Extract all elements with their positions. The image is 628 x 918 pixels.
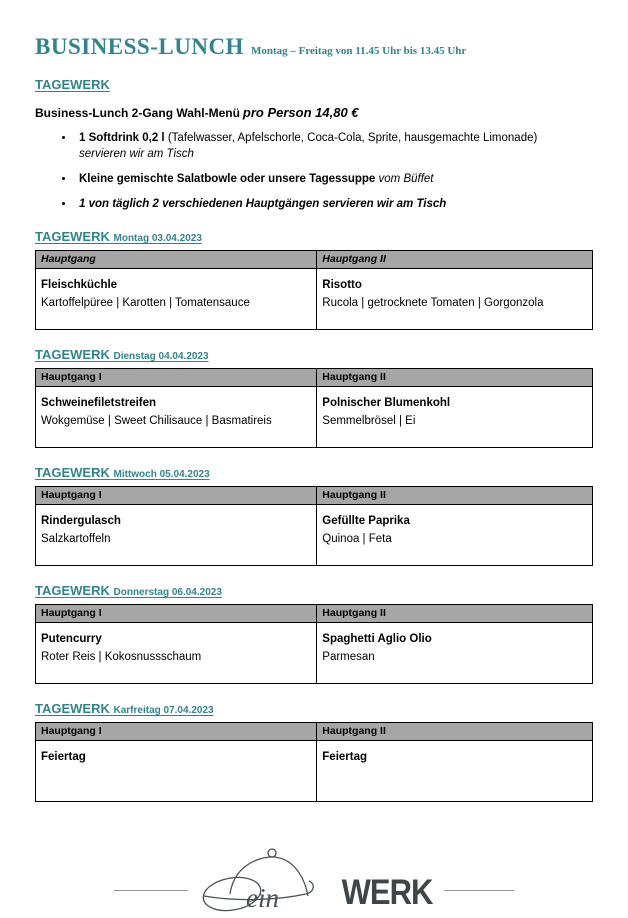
cloche-script-icon: [188, 844, 348, 918]
day-heading-montag: [35, 229, 593, 244]
dish-cell: [36, 387, 317, 448]
day-heading-mittwoch: [35, 465, 593, 480]
day-heading-date: Karfreitag 07.04.2023: [113, 705, 214, 717]
dish-cell: [36, 741, 317, 802]
bullet-salat-bold: Kleine gemischte Salatbowle oder unsere Tagessuppe: [79, 173, 376, 186]
dish-title: Feiertag: [41, 751, 86, 764]
day-heading-date: Donnerstag 06.04.2023: [113, 587, 222, 599]
day-heading-date: Montag 03.04.2023: [113, 233, 202, 245]
divider-line-right: [444, 890, 514, 891]
dish-cell: [317, 741, 593, 802]
day-heading-karfreitag: [35, 701, 593, 716]
menu-table-karfreitag: [35, 722, 593, 802]
day-section-karfreitag: [35, 701, 593, 802]
day-section-donnerstag: [35, 583, 593, 684]
dish-title: Risotto: [322, 279, 362, 292]
dish-title: Polnischer Blumenkohl: [322, 397, 451, 410]
page-subtitle: Montag – Freitag von 11.45 Uhr bis 13.45 Uhr: [250, 45, 467, 57]
column-header-hauptgang-1: Hauptgang: [36, 251, 317, 269]
document-header: [35, 34, 593, 60]
menu-table-montag: [35, 250, 593, 330]
dish-cell: [36, 505, 317, 566]
day-heading-label: TAGEWERK: [35, 701, 110, 717]
dish-title: Putencurry: [41, 633, 102, 646]
dish-title: Rindergulasch: [41, 515, 121, 528]
menu-table-dienstag: [35, 368, 593, 448]
bullet-hauptgang: [75, 196, 593, 212]
footer: [35, 844, 593, 918]
divider-line-left: [114, 890, 188, 891]
dish-desc: Wokgemüse | Sweet Chilisauce | Basmatireis: [41, 414, 272, 427]
bullet-softdrink-note: servieren wir am Tisch: [79, 148, 194, 161]
bullet-hauptgang-text: 1 von täglich 2 verschiedenen Hauptgängen servieren wir am Tisch: [79, 198, 447, 211]
dish-desc: Roter Reis | Kokosnussschaum: [41, 650, 202, 663]
day-heading-label: TAGEWERK: [35, 465, 110, 481]
bullet-softdrink-detail: (Tafelwasser, Apfelschorle, Coca-Cola, Sprite, hausgemachte Limonade): [167, 132, 538, 144]
column-header-hauptgang-2: Hauptgang II: [317, 251, 593, 269]
day-heading-date: Mittwoch 05.04.2023: [113, 469, 210, 481]
dish-title: Spaghetti Aglio Olio: [322, 633, 432, 646]
offer-bullet-list: [75, 130, 593, 212]
column-header-hauptgang-1: Hauptgang I: [36, 723, 317, 741]
day-section-mittwoch: [35, 465, 593, 566]
day-heading-label: TAGEWERK: [35, 583, 110, 599]
dish-cell: [36, 623, 317, 684]
offer-line: [35, 105, 593, 120]
column-header-hauptgang-2: Hauptgang II: [317, 605, 593, 623]
dish-title: Fleischküchle: [41, 279, 118, 292]
day-heading-dienstag: [35, 347, 593, 362]
menu-table-mittwoch: [35, 486, 593, 566]
dish-desc: Salzkartoffeln: [41, 532, 111, 545]
dish-desc: Semmelbrösel | Ei: [322, 414, 416, 427]
menu-table-donnerstag: [35, 604, 593, 684]
dish-desc: Rucola | getrocknete Tomaten | Gorgonzola: [322, 296, 544, 309]
dish-cell: [317, 623, 593, 684]
feinwerk-logo: [188, 844, 439, 918]
bullet-softdrink-bold: 1 Softdrink 0,2 l: [79, 132, 165, 144]
column-header-hauptgang-2: Hauptgang II: [317, 723, 593, 741]
dish-desc: Parmesan: [322, 650, 375, 663]
dish-cell: [36, 269, 317, 330]
day-section-montag: [35, 229, 593, 330]
section-heading-tagewerk: TAGEWERK: [35, 77, 110, 92]
bullet-salat: [75, 171, 593, 187]
logo-word-text: WERK: [341, 872, 433, 913]
day-heading-donnerstag: [35, 583, 593, 598]
dish-cell: [317, 387, 593, 448]
dish-desc: Kartoffelpüree | Karotten | Tomatensauce: [41, 296, 250, 309]
day-section-dienstag: [35, 347, 593, 448]
day-heading-date: Dienstag 04.04.2023: [113, 351, 209, 363]
column-header-hauptgang-2: Hauptgang II: [317, 369, 593, 387]
logo-script-text: ein: [245, 883, 279, 914]
dish-title: Gefüllte Paprika: [322, 515, 410, 528]
column-header-hauptgang-1: Hauptgang I: [36, 487, 317, 505]
column-header-hauptgang-1: Hauptgang I: [36, 605, 317, 623]
column-header-hauptgang-2: Hauptgang II: [317, 487, 593, 505]
offer-price: pro Person 14,80 €: [242, 105, 359, 120]
dish-cell: [317, 269, 593, 330]
page-title: BUSINESS-LUNCH: [35, 34, 244, 59]
dish-title: Schweinefiletstreifen: [41, 397, 157, 410]
day-heading-label: TAGEWERK: [35, 347, 110, 363]
bullet-softdrink: [75, 130, 593, 162]
column-header-hauptgang-1: Hauptgang I: [36, 369, 317, 387]
day-heading-label: TAGEWERK: [35, 229, 110, 245]
offer-text: Business-Lunch 2-Gang Wahl-Menü: [35, 106, 240, 120]
bullet-salat-note: vom Büffet: [378, 173, 434, 186]
dish-cell: [317, 505, 593, 566]
dish-title: Feiertag: [322, 751, 368, 764]
dish-desc: Quinoa | Feta: [322, 532, 392, 545]
